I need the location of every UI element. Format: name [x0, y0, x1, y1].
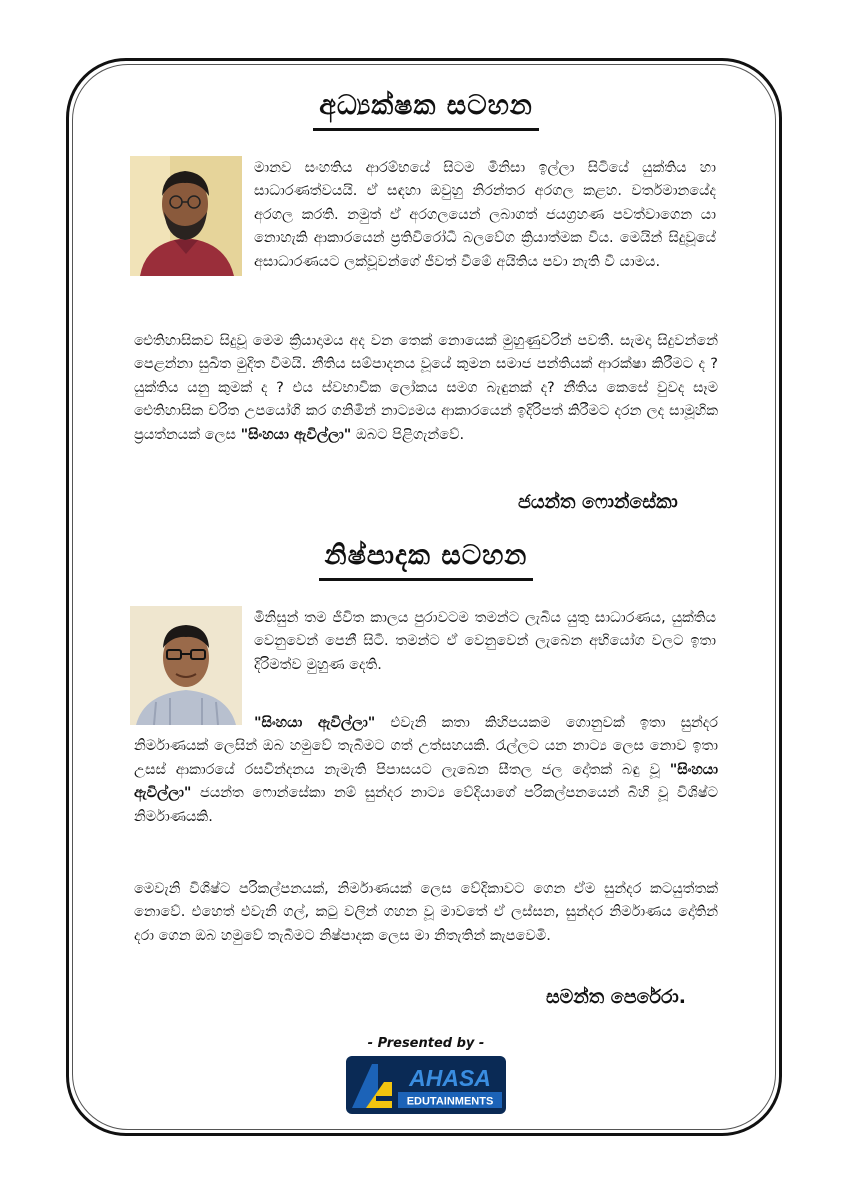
director-portrait-icon — [130, 156, 242, 276]
producer-signature: සමන්ත පෙරේරා. — [546, 986, 686, 1008]
director-signature: ජයන්ත ෆොන්සේකා — [518, 491, 678, 513]
producer-photo — [130, 606, 242, 725]
play-title: "සිංහයා ඇවිල්ලා" — [240, 426, 352, 443]
director-paragraph-1: මානව සංහතිය ආරම්භයේ සිටම මිනිසා ඉල්ලා සිටියේ යුක්තිය හා සාධාරණත්වයයි. ඒ සඳහා ඔවුහු නිරන්තර අරගල කළහ. වර්තමානයේද අරගල කරති. නමුත් ඒ අරගලයෙන් ලබාගත් ජයග්‍රහණ පවත්වාගෙන යා නොහැකි ආකාරයෙන් ප්‍රතිවිරෝධී බලවේග ක්‍රියාත්මක විය. මෙයින් සිදුවූයේ අසාධාරණයට ලක්වූවන්ගේ ජීවත් වීමේ අයිතිය පවා නැති වී යාමය. — [254, 160, 716, 270]
director-paragraph-2-end: ඔබට පිළිගැන්වේ. — [355, 426, 465, 443]
producer-note-heading: නිෂ්පාදක සටහන — [0, 540, 852, 581]
producer-paragraph-2-body: එවැනි කතා කිහිපයකම ගොනුවක් ඉතා සුන්දර නිර්මාණයක් ලෙසින් ඔබ හමුවේ තැබීමට ගත් උත්සහයකි. රැල්ලට යන නාට්‍ය ලෙස නොව ඉතා උසස් ආකාරයේ රසවින්දනය නැමැති පිපාසයට ලැබෙන සීතල ජල දෝතක් බඳු වූ — [134, 715, 718, 778]
play-title: "සිංහයා ඇවිල්ලා" — [254, 715, 376, 731]
director-paragraph-2-body: ඓතිහාසිකව සිදුවූ මෙම ක්‍රියාදාමය අද වන තෙක් නොයෙක් මුහුණුවරින් පවතී. සැමදා සිදුවන්නේ පෙළන්නා සුඛිත මුදිත වීමයි. නීතිය සම්පාදනය වූයේ කුමන සමාජ පන්තියක් ආරක්ෂා කිරීමට ද ? යුක්තිය යනු කුමක් ද ? එය ස්වභාවික ලෝකය සමග බැඳුනක් ද? නීතිය කෙසේ වුවද සෑම ඓතිහාසික චරිත උපයෝගි කර ගනිමින් නාට්‍යමය ආකාරයෙන් ඉදිරිපත් කිරීමට දරන ලද සාමූහික ප්‍රයත්නයක් ලෙස — [134, 333, 718, 443]
director-paragraph-2 — [134, 330, 718, 447]
logo-name: AHASA — [409, 1065, 491, 1091]
director-note-heading: අධ්‍යක්ෂක සටහන — [0, 90, 852, 131]
producer-paragraph-3: මෙවැනි විශිෂ්ට පරිකල්පනයක්, නිර්මාණයක් ලෙස වේදිකාවට ගෙන ඒම සුන්දර කටයුත්තක් නොවේ. එහෙත් එවැනි ගල්, කටු වලින් ගහන වූ මාවතේ ඒ ලස්සන, සුන්දර නිර්මාණය දෝතින් දරා ගෙන ඔබ හමුවේ තැබීමට නිෂ්පාදක ලෙස මා නිතැතින් කැපවෙමි. — [134, 881, 718, 944]
producer-paragraph-2 — [134, 712, 718, 829]
director-photo — [130, 156, 242, 276]
producer-paragraph-2-end: ජයන්ත ෆොන්සේකා නම් සුන්දර නාට්‍ය වේදියාගේ පරිකල්පනයෙන් බිහි වූ විශිෂ්ට නිර්මාණයකි. — [134, 785, 718, 825]
play-title: "සිංහයා ඇවිල්ලා" — [134, 761, 718, 802]
logo-subtitle: EDUTAINMENTS — [406, 1095, 494, 1108]
ahasa-edutainments-logo — [346, 1056, 506, 1114]
presented-by-label: - Presented by - — [367, 1036, 485, 1051]
producer-paragraph-1: මිනිසුන් තම ජීවිත කාලය පුරාවටම තමන්ට ලැබිය යුතු සාධාරණය, යුක්තිය වෙනුවෙන් පෙනී සිටී. තමන්ට ඒ වෙනුවෙන් ලැබෙන අභියෝග වලට ඉතා දිරිමත්ව මුහුණ දෙති. — [254, 610, 716, 673]
producer-portrait-icon — [130, 606, 242, 725]
